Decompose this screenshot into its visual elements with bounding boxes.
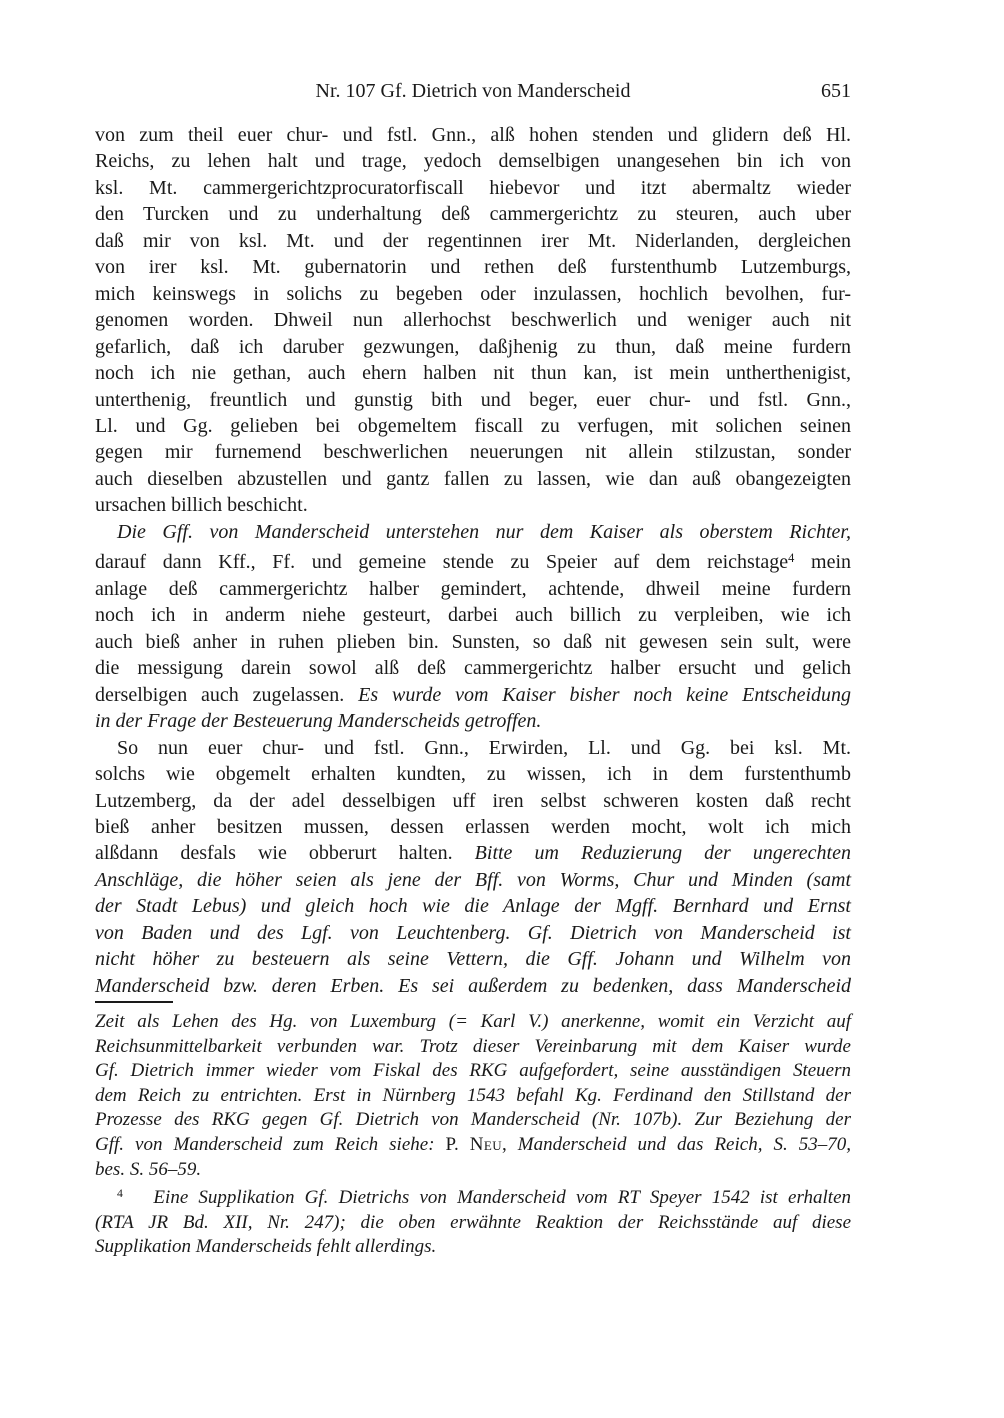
- text-line: [95, 519, 851, 545]
- text-line: [95, 545, 851, 576]
- text-line: [95, 175, 851, 201]
- text-line: [95, 360, 851, 386]
- text-segment: daß mir von ksl. Mt. und der regentinnen irer Mt. Niderlanden, dergleichen: [95, 229, 851, 252]
- text-segment: mein: [794, 551, 852, 574]
- text-segment: P.: [445, 1133, 470, 1155]
- page-number: 651: [821, 80, 851, 102]
- text-line: [95, 201, 851, 227]
- text-line: [95, 655, 851, 681]
- text-segment: gefarlich, daß ich daruber gezwungen, daßjhenig zu thun, daß meine furdern: [95, 335, 851, 358]
- text-segment: von Baden und des Lgf. von Leuchtenberg. Gf. Dietrich von Manderscheid ist: [95, 921, 851, 944]
- text-line: [95, 1010, 851, 1035]
- text-line: [95, 946, 851, 972]
- text-line: [95, 1133, 851, 1158]
- text-segment: von irer ksl. Mt. gubernatorin und rethen deß furstenthumb Lutzemburgs,: [95, 256, 851, 279]
- text-line: [95, 254, 851, 280]
- text-line: [95, 1235, 851, 1260]
- text-line: [95, 1158, 851, 1183]
- text-segment: darauf dann Kff., Ff. und gemeine stende zu Speier auf dem reichstage: [95, 551, 789, 574]
- text-line: [95, 387, 851, 413]
- text-line: [95, 629, 851, 655]
- running-title: Nr. 107 Gf. Dietrich von Manderscheid: [315, 80, 631, 102]
- text-line: [95, 334, 851, 360]
- text-segment: ksl. Mt. cammergerichtzprocuratorfiscall hiebevor und itzt abermaltz wieder: [95, 176, 851, 199]
- text-segment: der Stadt Lebus) und gleich hoch wie die Anlage der Mgff. Bernhard und Ernst: [95, 895, 851, 918]
- text-segment: Bitte um Reduzierung der ungerechten: [474, 842, 851, 865]
- text-line: [95, 1035, 851, 1060]
- footnotes-block: [95, 1010, 851, 1260]
- text-segment: nicht höher zu besteuern als seine Vettern, die Gff. Johann und Wilhelm von: [95, 948, 851, 971]
- text-line: [95, 735, 851, 761]
- text-segment: Supplikation Manderscheids fehlt allerdings.: [95, 1236, 437, 1258]
- text-segment: Zeit als Lehen des Hg. von Luxemburg (= Karl V.) anerkenne, womit ein Verzicht auf: [95, 1011, 851, 1032]
- text-segment: auch bieß anher in ruhen plieben bin. Sunsten, so daß nit gewesen sein sult, were: [95, 630, 851, 653]
- text-line: [95, 228, 851, 254]
- text-line: [95, 840, 851, 866]
- footnote-separator-rule: [95, 1001, 173, 1003]
- text-segment: Es wurde vom Kaiser bisher noch keine Entscheidung: [358, 683, 851, 706]
- text-line: [95, 439, 851, 465]
- main-text-block: [95, 122, 851, 999]
- text-segment: alßdann desfals wie obberurt halten.: [95, 842, 475, 865]
- text-segment: So nun euer chur- und fstl. Gnn., Erwirden, Ll. und Gg. bei ksl. Mt.: [117, 736, 851, 759]
- text-segment: (RTA JR Bd. XII, Nr. 247); die oben erwähnte Reaktion der Reichsstände auf diese: [95, 1211, 851, 1233]
- text-line: [95, 466, 851, 492]
- text-line: [95, 492, 851, 518]
- text-segment: ,: [502, 1133, 518, 1155]
- text-segment: mich keinswegs in solichs zu begeben oder inzulassen, hochlich bevolhen, fur-: [95, 282, 851, 305]
- text-line: [95, 602, 851, 628]
- text-segment: Manderscheid und das Reich, S. 53–70,: [517, 1133, 852, 1155]
- text-segment: gegen mir furnemend beschwerlichen neuerungen nit allein stilzustan, sonder: [95, 441, 851, 464]
- text-line: [95, 1059, 851, 1084]
- text-segment: Gff. von Manderscheid zum Reich siehe:: [95, 1133, 446, 1155]
- text-line: [95, 281, 851, 307]
- text-line: [95, 1084, 851, 1109]
- text-segment: Eine Supplikation Gf. Dietrichs von Manderscheid vom RT Speyer 1542 ist erhalten: [122, 1187, 851, 1209]
- text-segment: dem Reich zu entrichten. Erst in Nürnberg 1543 befahl Kg. Ferdinand den Stillstand der: [95, 1084, 851, 1106]
- text-segment: solchs wie obgemelt erhalten kundten, zu wissen, ich in dem furstenthumb: [95, 763, 851, 786]
- text-line: [95, 761, 851, 787]
- text-segment: Reichsunmittelbarkeit verbunden war. Trotz dieser Vereinbarung mit dem Kaiser wurde: [95, 1035, 851, 1057]
- text-line: [95, 1108, 851, 1133]
- text-line: [95, 788, 851, 814]
- text-segment: auch dieselben abzustellen und gantz fallen zu lassen, wie dan auß obangezeigten: [95, 467, 851, 490]
- text-segment: genomen worden. Dhweil nun allerhochst beschwerlich und weniger auch nit: [95, 309, 851, 332]
- text-segment: ursachen billich beschicht.: [95, 494, 308, 517]
- text-segment: noch ich nie gethan, auch ehern halben nit thun kan, ist mein untherthenigist,: [95, 362, 851, 385]
- text-segment: Die Gff. von Manderscheid unterstehen nur dem Kaiser als oberstem Richter,: [117, 520, 851, 543]
- text-segment: unterthenig, freuntlich und gunstig bith und beger, euer chur- und fstl. Gnn.,: [95, 388, 851, 411]
- text-segment: noch ich in anderm niehe gesteurt, darbei auch billich zu verpleiben, wie ich: [95, 604, 851, 627]
- text-line: [95, 893, 851, 919]
- text-segment: bieß anher besitzen mussen, dessen erlassen werden mocht, wolt ich mich: [95, 815, 851, 838]
- page-header: [95, 80, 851, 108]
- text-segment: 4: [788, 551, 795, 566]
- text-line: [95, 682, 851, 708]
- text-segment: die messigung darein sowol alß deß cammergerichtz halber ersucht und gelich: [95, 657, 851, 680]
- text-line: [95, 867, 851, 893]
- text-segment: Gf. Dietrich immer wieder vom Fiskal des RKG aufgefordert, seine ausständigen Steuern: [95, 1060, 851, 1082]
- text-line: [95, 973, 851, 999]
- text-segment: anlage deß cammergerichtz halber gemindert, achtende, dhweil meine furdern: [95, 577, 851, 600]
- text-line: [95, 576, 851, 602]
- text-segment: Anschläge, die höher seien als jene der Bff. von Worms, Chur und Minden (samt: [95, 868, 851, 891]
- text-segment: Reichs, zu lehen halt und trage, yedoch demselbigen unangesehen bin ich von: [95, 150, 851, 173]
- text-segment: derselbigen auch zugelassen.: [95, 683, 359, 706]
- text-line: [95, 814, 851, 840]
- text-segment: Prozesse des RKG gegen Gf. Dietrich von Manderscheid (Nr. 107b). Zur Beziehung der: [95, 1109, 851, 1131]
- text-line: [95, 148, 851, 174]
- text-line: [95, 708, 851, 734]
- text-line: [95, 1182, 851, 1210]
- text-segment: Manderscheid bzw. deren Erben. Es sei außerdem zu bedenken, dass Manderscheid: [95, 974, 851, 997]
- text-segment: Ll. und Gg. gelieben bei obgemeltem fiscall zu verfugen, mit solichen seinen: [95, 414, 851, 437]
- text-segment: Neu: [469, 1133, 502, 1155]
- text-segment: den Turcken und zu underhaltung deß cammergerichtz zu steuren, auch uber: [95, 203, 851, 226]
- text-segment: in der Frage der Besteuerung Manderscheids getroffen.: [95, 710, 542, 733]
- text-segment: von zum theil euer chur- und fstl. Gnn., alß hohen stenden und glidern deß Hl.: [95, 124, 851, 146]
- text-segment: bes. S. 56–59.: [95, 1158, 202, 1180]
- text-line: [95, 413, 851, 439]
- text-segment: Lutzemberg, da der adel desselbigen uff iren selbst schweren kosten daß recht: [95, 789, 851, 812]
- text-line: [95, 1211, 851, 1236]
- text-line: [95, 920, 851, 946]
- text-line: [95, 307, 851, 333]
- text-line: [95, 122, 851, 148]
- text-segment: 4: [117, 1187, 123, 1201]
